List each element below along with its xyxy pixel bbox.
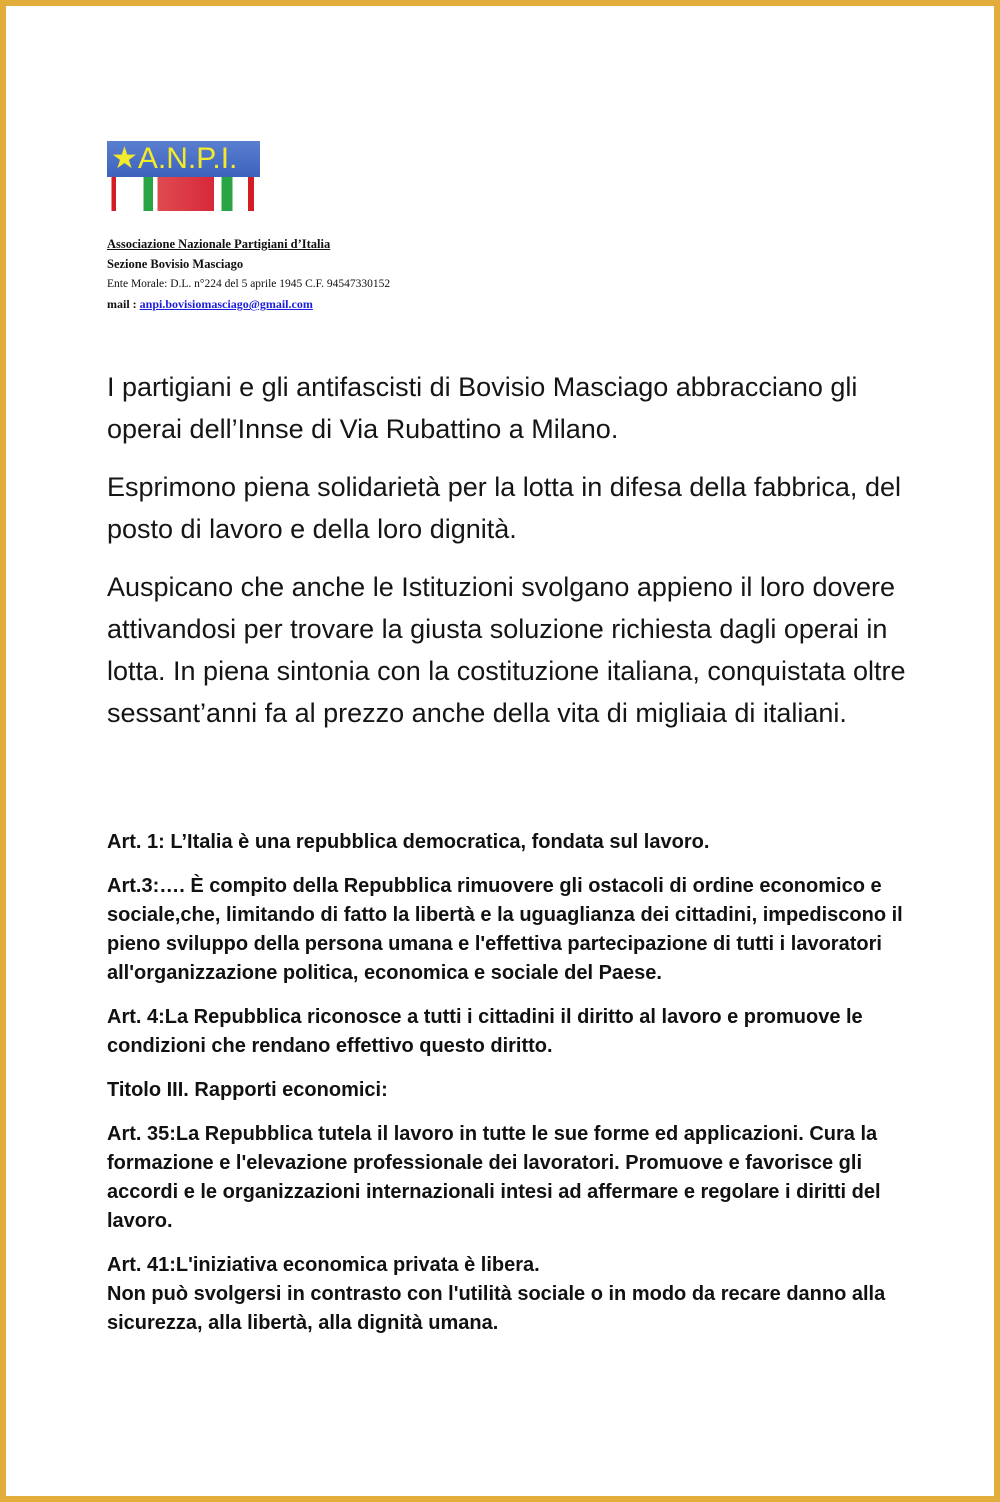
article-41: [107, 1251, 907, 1338]
logo-flag-stripes: [107, 177, 260, 211]
section-name: Sezione Bovisio Masciago: [107, 257, 244, 271]
article-4: Art. 4:La Repubblica riconosce a tutti i cittadini il diritto al lavoro e promuove le condizioni che rendano effettivo questo diritto.: [107, 1006, 863, 1057]
logo-banner: [107, 141, 260, 177]
article-41-text: Art. 41:L'iniziativa economica privata è libera.: [107, 1254, 540, 1276]
mail-line: [107, 294, 607, 314]
article-3-continuation: all'organizzazione politica, economica e sociale del Paese.: [107, 962, 662, 984]
anpi-logo: [107, 141, 260, 211]
body-paragraph-1: I partigiani e gli antifascisti di Bovisio Masciago abbracciano gli operai dell’Innse di Via Rubattino a Milano.: [107, 372, 858, 444]
body-paragraph-3: Auspicano che anche le Istituzioni svolgano appieno il loro dovere attivandosi per trovare la giusta soluzione richiesta dagli operai in lotta. In piena sintonia con la costituzione italiana, conquistata oltre sessant’anni fa al prezzo anche della vita di migliaia di italiani.: [107, 572, 906, 728]
ente-info: Ente Morale: D.L. n°224 del 5 aprile 1945 C.F. 94547330152: [107, 278, 391, 290]
letter-body: [107, 366, 927, 750]
article-3: [107, 872, 907, 988]
article-3-text: Art.3:…. È compito della Repubblica rimuovere gli ostacoli di ordine economico e sociale,che, limitando di fatto la libertà e la uguaglianza dei cittadini, impediscono il pieno sviluppo della persona umana e l'effettiva partecipazione di tutti i lavoratori: [107, 875, 903, 955]
article-35: Art. 35:La Repubblica tutela il lavoro in tutte le sue forme ed applicazioni. Cura la formazione e l'elevazione professionale dei lavoratori. Promuove e favorisce gli accordi e le organizzazioni internazionali intesi ad affermare e regolare i diritti del lavoro.: [107, 1123, 881, 1232]
mail-label: mail :: [107, 297, 140, 311]
letterhead: [107, 234, 607, 314]
mail-link[interactable]: anpi.bovisiomasciago@gmail.com: [139, 297, 313, 311]
logo-text: ★A.N.P.I.: [111, 142, 238, 175]
title-iii-heading: Titolo III. Rapporti economici:: [107, 1079, 388, 1101]
body-paragraph-2: Esprimono piena solidarietà per la lotta in difesa della fabbrica, del posto di lavoro e della loro dignità.: [107, 472, 901, 544]
article-41-continuation: Non può svolgersi in contrasto con l'utilità sociale o in modo da recare danno alla sicurezza, alla libertà, alla dignità umana.: [107, 1283, 886, 1334]
article-1: Art. 1: L’Italia è una repubblica democratica, fondata sul lavoro.: [107, 831, 710, 853]
organization-name: Associazione Nazionale Partigiani d’Italia: [107, 237, 331, 251]
constitution-articles: [107, 828, 907, 1353]
